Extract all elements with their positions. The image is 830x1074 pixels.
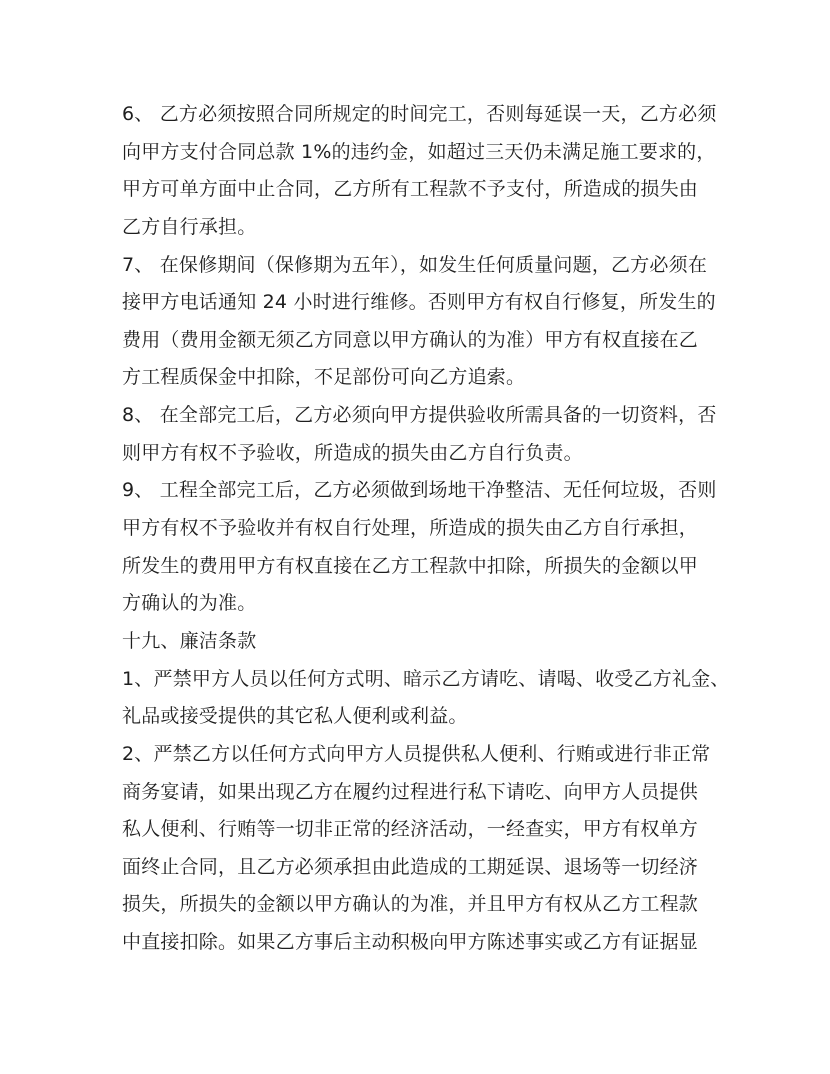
text-line: 费用（费用金额无须乙方同意以甲方确认的为准）甲方有权直接在乙 bbox=[122, 328, 699, 351]
document-body bbox=[122, 96, 742, 962]
section-heading: 十九、廉洁条款 bbox=[122, 629, 257, 652]
text-line: 接甲方电话通知 24 小时进行维修。否则甲方有权自行修复，所发生的 bbox=[122, 291, 716, 314]
text-line: 商务宴请，如果出现乙方在履约过程进行私下请吃、向甲方人员提供 bbox=[122, 780, 699, 803]
text-line: 私人便利、行贿等一切非正常的经济活动，一经查实，甲方有权单方 bbox=[122, 818, 699, 841]
text-line: 9、 工程全部完工后，乙方必须做到场地干净整洁、无任何垃圾，否则 bbox=[122, 479, 717, 502]
text-line: 乙方自行承担。 bbox=[122, 215, 257, 238]
text-line: 损失，所损失的金额以甲方确认的为准，并且甲方有权从乙方工程款 bbox=[122, 893, 699, 916]
text-line: 8、 在全部完工后，乙方必须向甲方提供验收所需具备的一切资料，否 bbox=[122, 404, 717, 427]
text-line: 中直接扣除。如果乙方事后主动积极向甲方陈述事实或乙方有证据显 bbox=[122, 931, 699, 954]
text-line: 甲方可单方面中止合同，乙方所有工程款不予支付，所造成的损失由 bbox=[122, 178, 699, 201]
text-line: 2、严禁乙方以任何方式向甲方人员提供私人便利、行贿或进行非正常 bbox=[122, 742, 711, 765]
text-line: 甲方有权不予验收并有权自行处理，所造成的损失由乙方自行承担， bbox=[122, 517, 699, 540]
text-line: 面终止合同，且乙方必须承担由此造成的工期延误、退场等一切经济 bbox=[122, 855, 699, 878]
text-line: 则甲方有权不予验收，所造成的损失由乙方自行负责。 bbox=[122, 441, 583, 464]
text-line: 方工程质保金中扣除，不足部份可向乙方追索。 bbox=[122, 366, 526, 389]
text-line: 7、 在保修期间（保修期为五年），如发生任何质量问题，乙方必须在 bbox=[122, 253, 708, 276]
text-line: 方确认的为准。 bbox=[122, 592, 257, 615]
text-line: 1、严禁甲方人员以任何方式明、暗示乙方请吃、请喝、收受乙方礼金、 bbox=[122, 667, 730, 690]
text-line: 礼品或接受提供的其它私人便利或利益。 bbox=[122, 705, 468, 728]
text-line: 6、 乙方必须按照合同所规定的时间完工，否则每延误一天，乙方必须 bbox=[122, 103, 717, 125]
text-line: 向甲方支付合同总款 1%的违约金，如超过三天仍未满足施工要求的， bbox=[122, 140, 716, 163]
text-line: 所发生的费用甲方有权直接在乙方工程款中扣除，所损失的金额以甲 bbox=[122, 554, 699, 577]
